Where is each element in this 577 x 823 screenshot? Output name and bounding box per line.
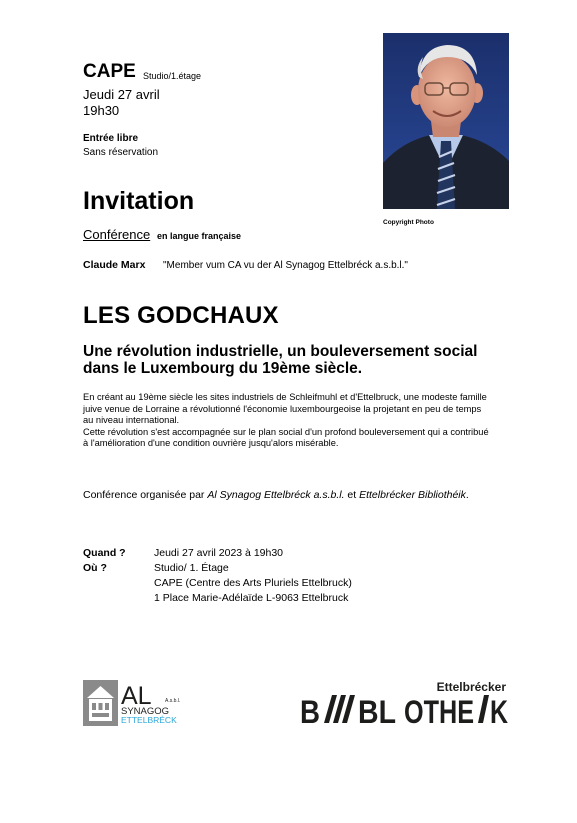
synagog-logo [83,680,183,726]
where-venue: CAPE (Centre des Arts Pluriels Ettelbruck) [154,577,352,589]
svg-text:OTHE: OTHE [404,694,474,730]
where-room: Studio/ 1. Étage [154,562,229,574]
where-label: Où ? [83,562,107,574]
synagog-logo-line1: SYNAGOG [121,706,170,717]
conference-language: en langue française [157,231,242,241]
svg-text:BL: BL [358,694,396,730]
venue-room: Studio/1.étage [143,71,202,81]
svg-text:K: K [490,694,508,730]
description-paragraph: En créant au 19ème siècle les sites industriels de Schleifmuhl et d'Ettelbruck, une modeste famille juive venue de Lorraine a révolutionné l'économie luxembourgeoise la projetant en peu de temps au niveau international. [83,392,487,426]
synagog-logo-line2: ETTELBRÉCK [121,715,177,725]
bibliotheik-logo-top: Ettelbrécker [436,680,506,694]
speaker-name: Claude Marx [83,259,146,271]
synagog-logo-asbl: A.s.b.l. [165,698,181,704]
organizer-joiner: et [344,489,360,501]
event-time: 19h30 [83,103,120,118]
speaker-role: "Member vum CA vu der Al Synagog Ettelbréck a.s.b.l." [163,260,408,271]
event-date: Jeudi 27 avril [83,87,160,102]
talk-description [83,392,493,450]
organizer-2: Ettelbrécker Bibliothéik [359,489,466,501]
photo-credit: Copyright Photo [383,219,434,226]
organizer-1: Al Synagog Ettelbréck a.s.b.l. [207,489,345,501]
svg-text:B: B [300,694,320,730]
talk-title: LES GODCHAUX [83,302,279,329]
synagog-logo-al: AL [121,682,152,710]
description-paragraph: Cette révolution s'est accompagnée sur le plan social d'un profond bouleversement qui a contribué à l'amélioration d'une condition ouvrière jusqu'alors misérable. [83,426,489,449]
speaker-photo [383,33,509,209]
conference-label: Conférence [83,227,151,242]
organizer-suffix: . [465,489,469,501]
organizer-line [83,489,469,501]
venue-name: CAPE [83,61,136,82]
reservation-info: Sans réservation [83,147,159,158]
bibliotheik-logo [300,680,510,730]
when-label: Quand ? [83,547,126,559]
entry-info: Entrée libre [83,133,139,144]
where-address: 1 Place Marie-Adélaïde L-9063 Ettelbruck [154,592,349,604]
invitation-heading: Invitation [83,187,195,215]
talk-subtitle: Une révolution industrielle, un bouleversement social dans le Luxembourg du 19ème siècle. [83,343,478,377]
when-value: Jeudi 27 avril 2023 à 19h30 [154,547,284,559]
organizer-prefix: Conférence organisée par [83,489,208,501]
